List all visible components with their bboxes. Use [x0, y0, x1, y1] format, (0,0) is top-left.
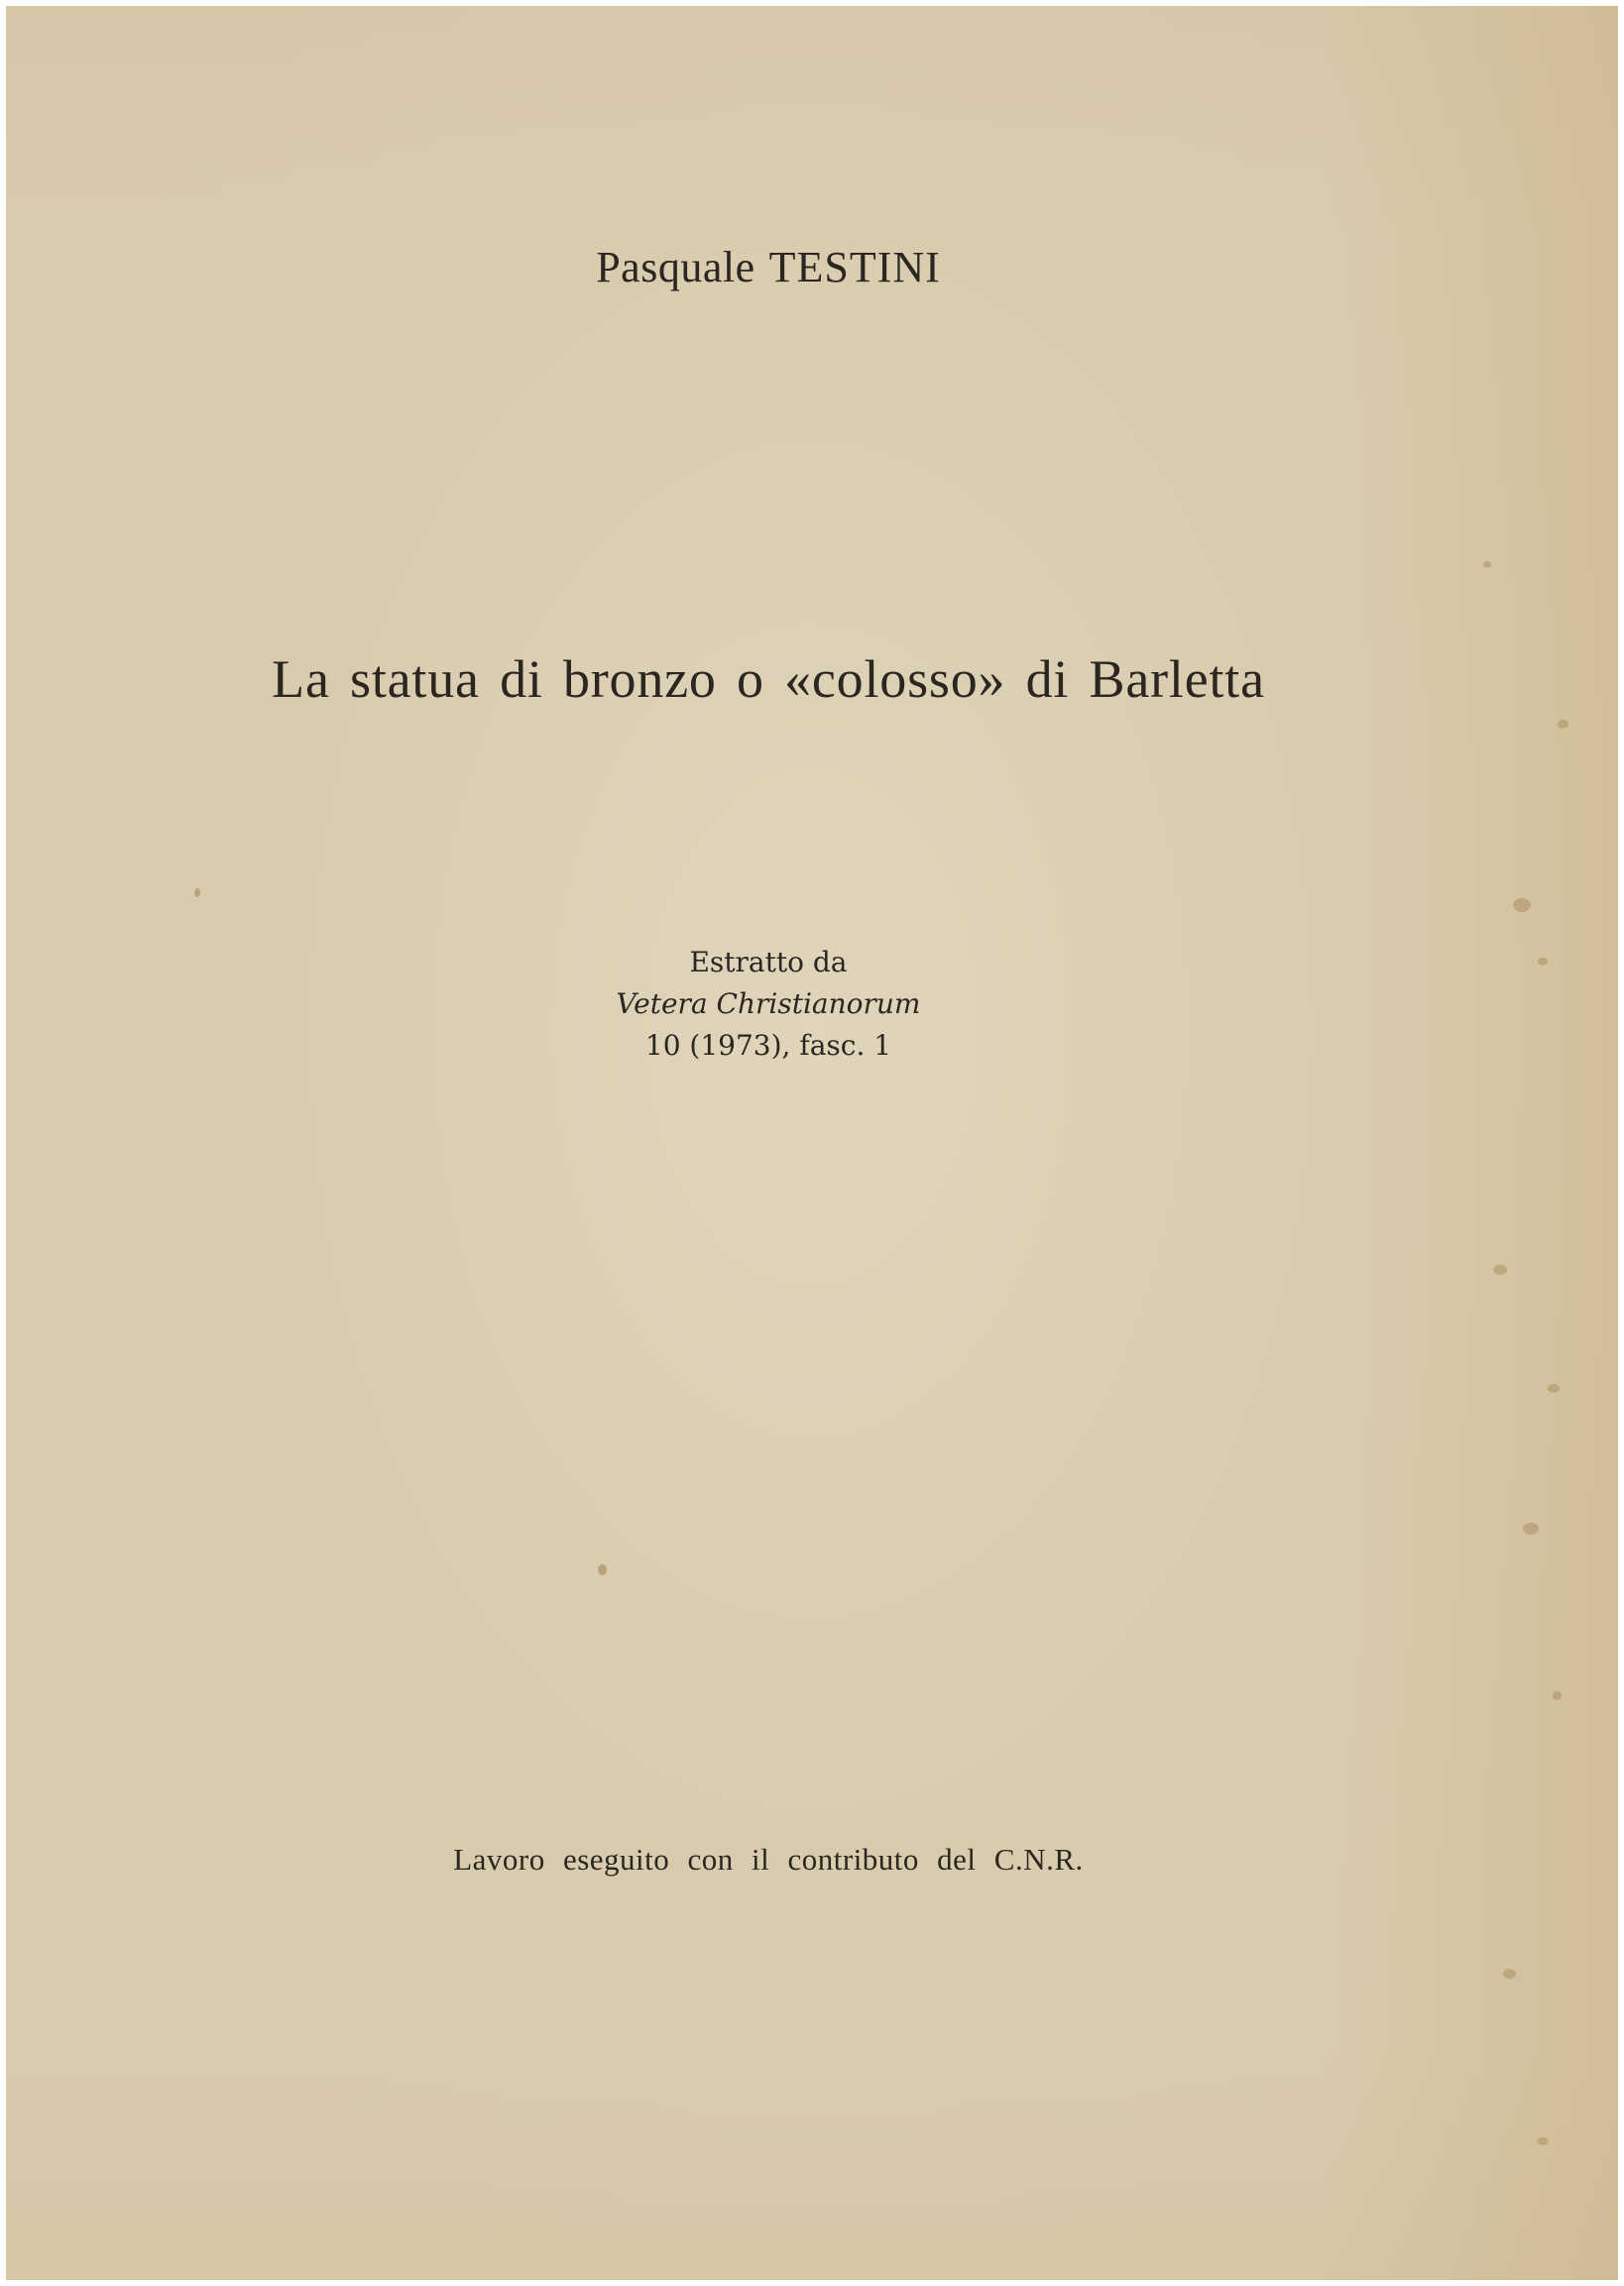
- author-surname: TESTINI: [768, 243, 941, 291]
- author-first-name: Pasquale: [596, 243, 755, 291]
- foxing-spot: [1493, 1265, 1507, 1275]
- foxing-spot: [1483, 561, 1491, 568]
- foxing-spot: [1503, 1969, 1516, 1979]
- author-line: [6, 242, 1531, 292]
- foxing-spot: [1538, 958, 1548, 966]
- foxing-spot: [1523, 1523, 1539, 1535]
- document-title: La statua di bronzo o «colosso» di Barletta: [272, 649, 1265, 709]
- journal-issue: 10 (1973), fasc. 1: [644, 1029, 892, 1062]
- foxing-spot: [1558, 720, 1568, 729]
- document-page: [6, 6, 1618, 2280]
- extract-label: Estratto da: [689, 946, 848, 978]
- paper-speck: [598, 1564, 607, 1575]
- foxing-spot: [1538, 2137, 1548, 2145]
- paper-speck: [194, 888, 200, 897]
- journal-name: Vetera Christianorum: [616, 987, 921, 1020]
- foxing-spot: [1553, 1691, 1562, 1700]
- extract-info: [6, 942, 1531, 1067]
- foxing-spot: [1548, 1384, 1560, 1393]
- foxing-spot: [1513, 898, 1531, 912]
- funding-note: Lavoro eseguito con il contributo del C.N.R.: [453, 1842, 1084, 1877]
